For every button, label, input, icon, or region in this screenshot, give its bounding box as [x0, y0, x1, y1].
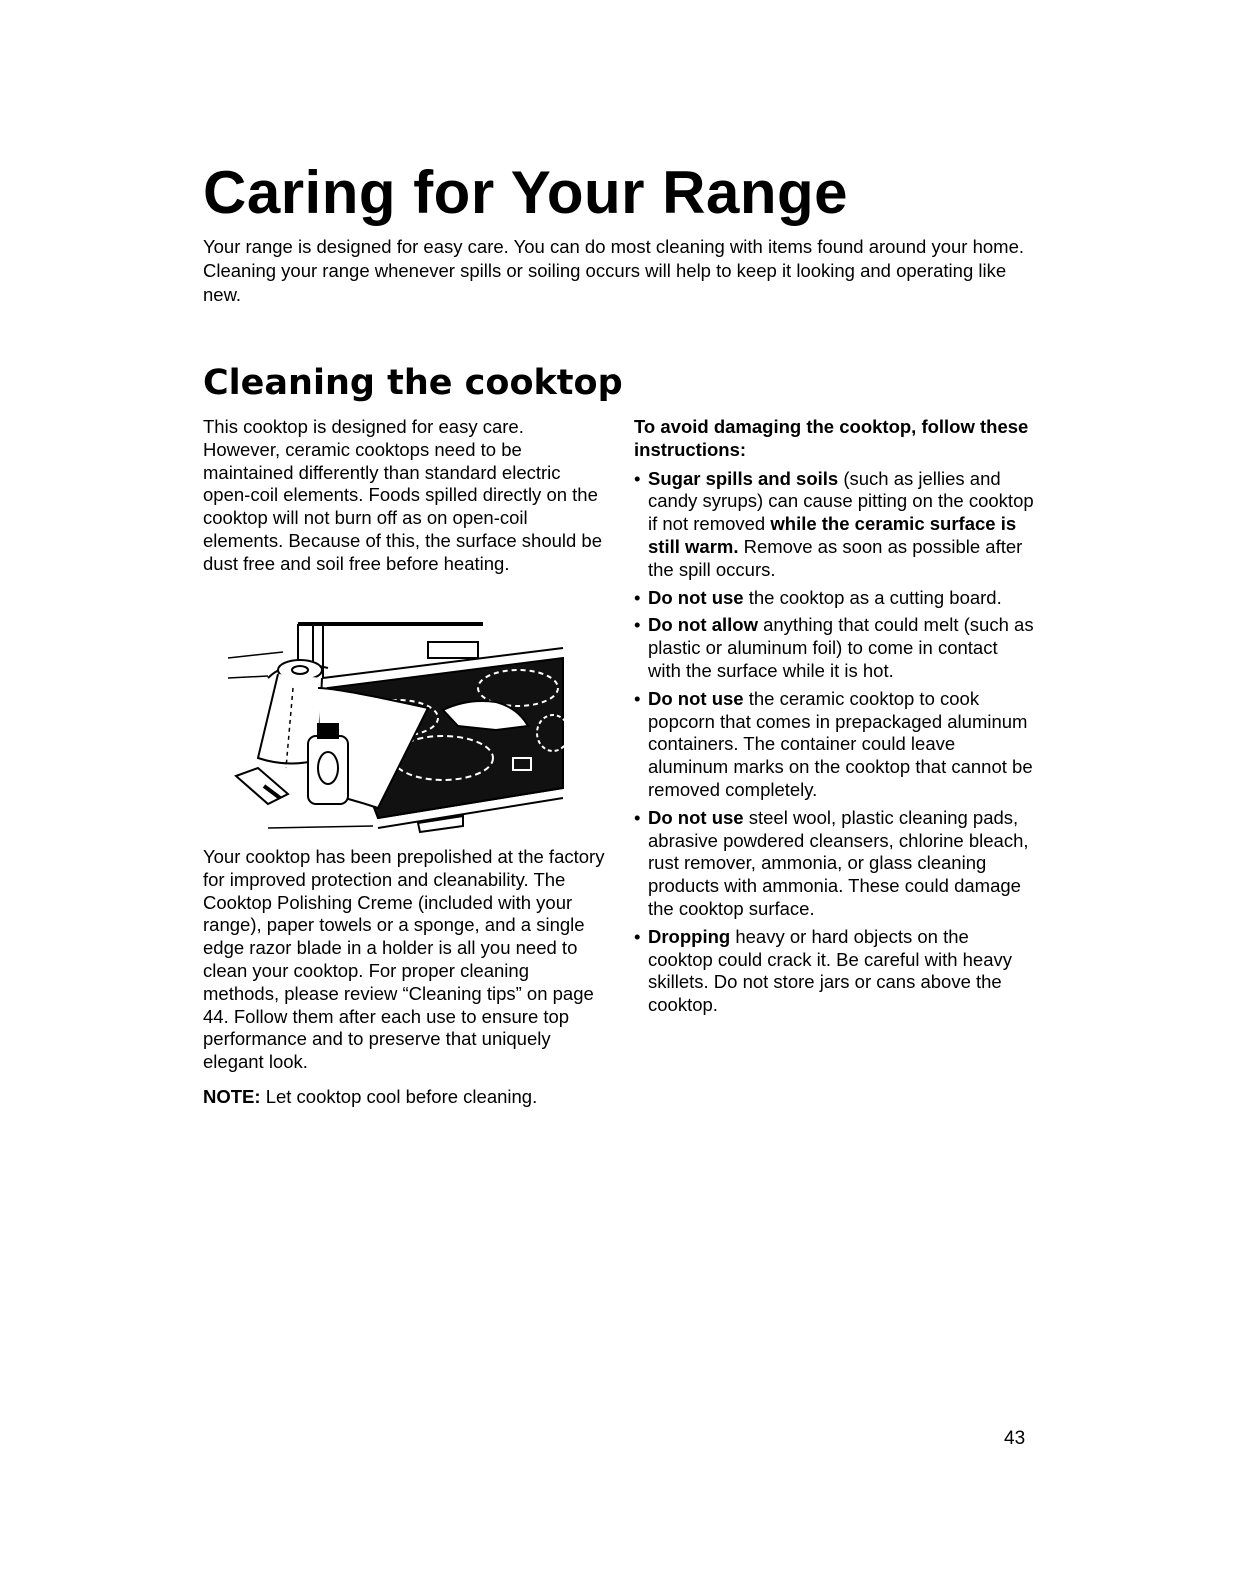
list-item	[634, 807, 1034, 921]
left-paragraph-2: Your cooktop has been prepolished at the factory for improved protection and cleanability. The Cooktop Polishing Creme (included with your range), paper towels or a sponge, and a single edge razor blade in a holder is all you need to clean your cooktop. For proper cleaning methods, please review “Cleaning tips” on page 44. Follow them after each use to ensure top performance and to preserve that uniquely elegant look.	[203, 846, 605, 1073]
bold-lead: Sugar spills and soils	[648, 467, 839, 489]
left-paragraph-1: This cooktop is designed for easy care. However, ceramic cooktops need to be maintained differently than standard electric open-coil elements. Foods spilled directly on the cooktop will not burn off as on open-coil elements. Because of this, the surface should be dust free and soil free before heating.	[203, 416, 603, 574]
item-text: the ceramic cooktop to cook popcorn that comes in prepackaged aluminum containers. The container could leave aluminum marks on the cooktop that cannot be removed completely.	[648, 687, 1033, 800]
list-item	[634, 688, 1034, 802]
list-item	[634, 926, 1034, 1017]
bold-lead: Dropping	[648, 925, 731, 947]
page-number: 43	[1004, 1428, 1026, 1449]
right-column	[634, 416, 1034, 1022]
left-column	[203, 416, 603, 576]
bullet-icon: •	[634, 467, 641, 489]
list-item	[634, 614, 1034, 682]
bullet-icon: •	[634, 806, 641, 828]
left-column-bottom	[203, 846, 608, 1109]
bullet-icon: •	[634, 687, 641, 709]
item-text: anything that could melt (such as plastic or aluminum foil) to come in contact with the surface while it is hot.	[648, 614, 1034, 681]
bold-text: while the ceramic surface is still warm.	[648, 513, 1017, 557]
bold-lead: Do not use	[648, 806, 744, 828]
item-text: the cooktop as a cutting board.	[743, 586, 1002, 608]
bold-lead: Do not allow	[648, 614, 758, 636]
note-text: Let cooktop cool before cleaning.	[260, 1085, 538, 1107]
page-title: Caring for Your Range	[203, 159, 849, 226]
note-label: NOTE:	[203, 1085, 261, 1107]
list-item	[634, 468, 1034, 582]
cooktop-cleaning-illustration	[228, 618, 568, 836]
list-item	[634, 587, 1034, 610]
bullet-icon: •	[634, 614, 641, 636]
bold-lead: Do not use	[648, 586, 744, 608]
intro-paragraph: Your range is designed for easy care. You can do most cleaning with items found around your home. Cleaning your range whenever spills or soiling occurs will help to keep it looking and operating like new.	[203, 236, 1025, 305]
note	[203, 1086, 608, 1109]
bold-lead: Do not use	[648, 687, 744, 709]
section-title: Cleaning the cooktop	[203, 363, 623, 403]
instructions-heading: To avoid damaging the cooktop, follow these instructions:	[634, 416, 1029, 460]
item-text: steel wool, plastic cleaning pads, abrasive powdered cleansers, chlorine bleach, rust remover, ammonia, or glass cleaning products with ammonia. These could damage the cooktop surface.	[648, 806, 1029, 919]
item-text: heavy or hard objects on the cooktop could crack it. Be careful with heavy skillets. Do not store jars or cans above the cooktop.	[648, 925, 1013, 1016]
item-text: (such as jellies and candy syrups) can cause pitting on the cooktop if not removed	[648, 467, 1034, 535]
bullet-icon: •	[634, 586, 641, 608]
item-text: Remove as soon as possible after the spill occurs.	[648, 535, 1023, 580]
bullet-icon: •	[634, 925, 641, 947]
instructions-list	[634, 468, 1034, 1017]
